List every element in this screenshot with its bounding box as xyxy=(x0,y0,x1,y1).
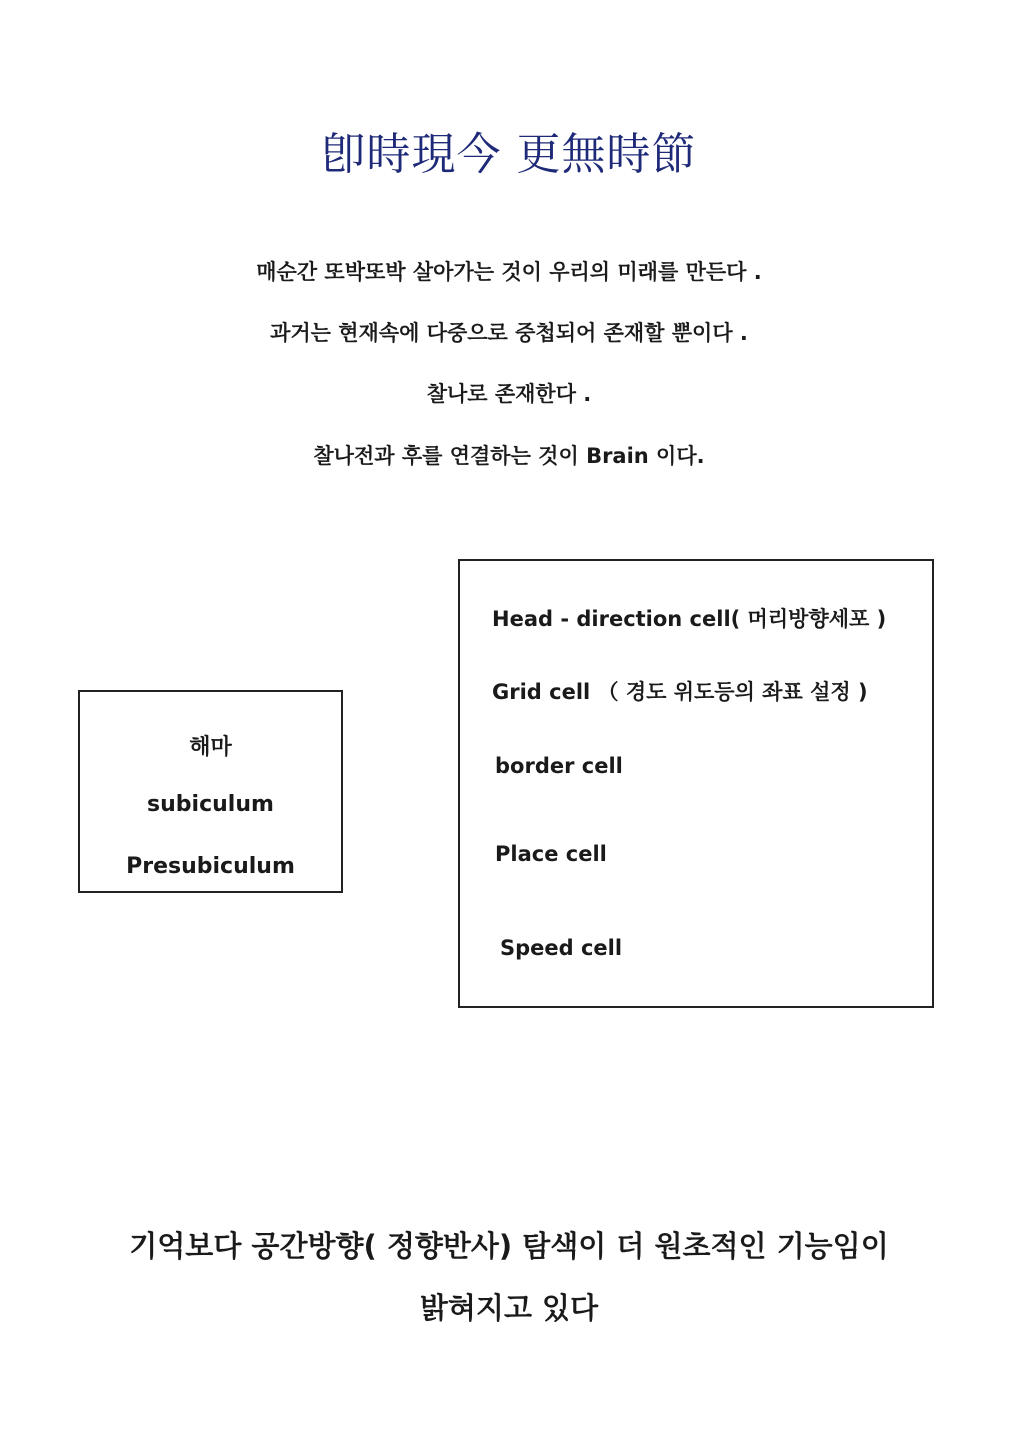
conclusion-line-2: 밝혀지고 있다 xyxy=(419,1291,599,1325)
page-title: 卽時現今 更無時節 xyxy=(321,129,697,180)
cell-item-place: Place cell xyxy=(495,842,607,866)
intro-line-4: 찰나전과 후를 연결하는 것이 Brain 이다. xyxy=(313,444,705,468)
intro-line-2: 과거는 현재속에 다중으로 중첩되어 존재할 뿐이다 . xyxy=(270,321,748,345)
conclusion-line-1: 기억보다 공간방향( 정향반사) 탐색이 더 원초적인 기능임이 xyxy=(129,1229,889,1263)
intro-line-3: 찰나로 존재한다 . xyxy=(426,382,592,406)
cell-item-head-direction: Head - direction cell( 머리방향세포 ) xyxy=(492,607,887,631)
cell-item-grid: Grid cell （ 경도 위도등의 좌표 설정 ) xyxy=(492,680,868,704)
cell-types-box xyxy=(458,559,934,1008)
region-item-hippocampus: 해마 xyxy=(189,735,232,760)
brain-region-box xyxy=(78,690,343,893)
cell-item-border: border cell xyxy=(495,754,623,778)
cell-item-speed: Speed cell xyxy=(500,936,623,960)
intro-line-1: 매순간 또박또박 살아가는 것이 우리의 미래를 만든다 . xyxy=(256,260,762,284)
region-item-subiculum: subiculum xyxy=(147,792,274,817)
region-item-presubiculum: Presubiculum xyxy=(126,854,295,879)
